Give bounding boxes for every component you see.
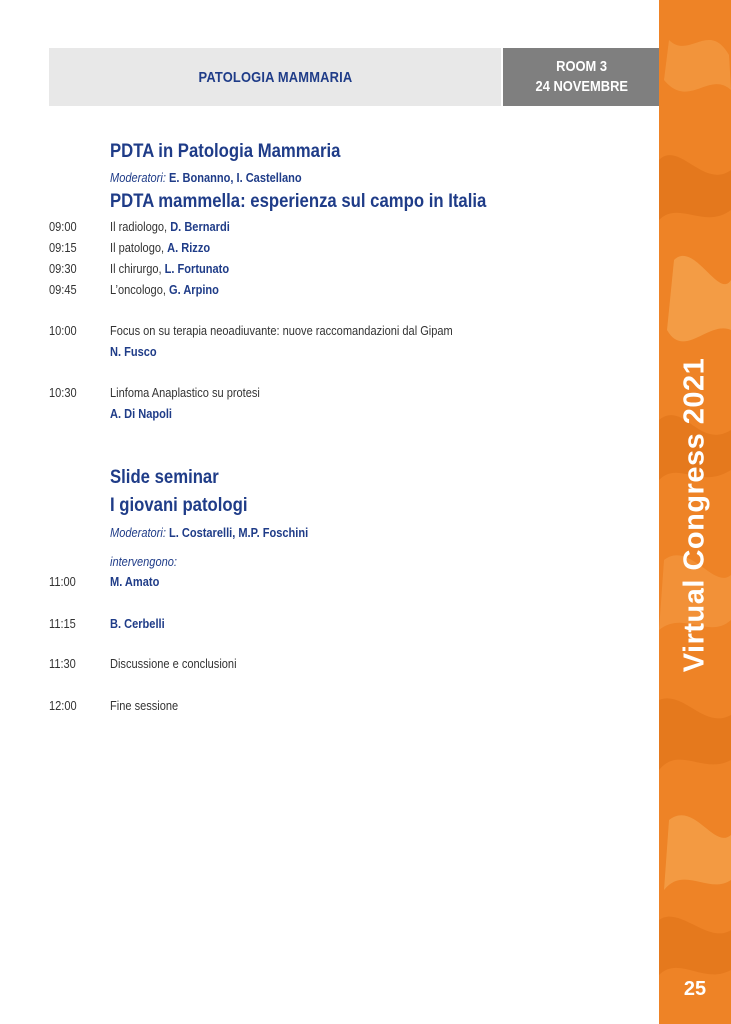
- speaker-name: G. Arpino: [168, 282, 219, 297]
- slot-time: 10:00: [49, 323, 77, 338]
- session2-title-line2: I giovani patologi: [110, 495, 248, 516]
- page-number: 25: [683, 978, 707, 1000]
- slot-topic: Discussione e conclusioni: [110, 656, 237, 671]
- speaker-name: M. Amato: [110, 574, 160, 589]
- speaker-name: L. Fortunato: [164, 261, 230, 276]
- slot-topic: Focus on su terapia neoadiuvante: nuove raccomandazioni dal Gipam: [110, 323, 453, 338]
- moderators-names: L. Costarelli, M.P. Foschini: [168, 525, 309, 540]
- session2-title-line1: Slide seminar: [110, 467, 219, 488]
- speakers-label: intervengono:: [110, 554, 177, 569]
- schedule-row: [0, 282, 650, 302]
- speaker-row: [0, 344, 650, 364]
- moderators-label: Moderatori:: [110, 170, 166, 185]
- schedule-row: [0, 574, 650, 594]
- congress-vertical-title: Virtual Congress 2021: [678, 357, 711, 673]
- slot-topic: Il patologo, A. Rizzo: [110, 240, 211, 255]
- slot-time: 09:45: [49, 282, 77, 297]
- slot-time: 09:30: [49, 261, 77, 276]
- slot-time: 09:00: [49, 219, 77, 234]
- speaker-row: [0, 406, 650, 426]
- slot-time: 11:30: [49, 656, 76, 671]
- date-label: 24 NOVEMBRE: [535, 78, 629, 95]
- room-label: ROOM 3: [556, 58, 608, 75]
- slot-topic: Linfoma Anaplastico su protesi: [110, 385, 260, 400]
- schedule-row: [0, 698, 650, 718]
- session1-subtitle: PDTA mammella: esperienza sul campo in Italia: [110, 191, 487, 212]
- schedule-row: [0, 656, 650, 676]
- schedule-row: [0, 219, 650, 239]
- moderators-names: E. Bonanno, I. Castellano: [168, 170, 302, 185]
- slot-time: 11:15: [49, 616, 76, 631]
- speaker-name: N. Fusco: [110, 344, 157, 359]
- schedule-row: [0, 240, 650, 260]
- slot-topic: Il chirurgo, L. Fortunato: [110, 261, 230, 276]
- moderators-label: Moderatori:: [110, 525, 166, 540]
- session1-title: PDTA in Patologia Mammaria: [110, 141, 341, 162]
- speaker-name: A. Di Napoli: [110, 406, 173, 421]
- slot-time: 12:00: [49, 698, 77, 713]
- slot-topic: L’oncologo, G. Arpino: [110, 282, 219, 297]
- speaker-name: B. Cerbelli: [110, 616, 165, 631]
- session2-moderators: [110, 525, 308, 540]
- speaker-name: A. Rizzo: [167, 240, 211, 255]
- session-track-title: PATOLOGIA MAMMARIA: [198, 68, 352, 86]
- session1-moderators: [110, 170, 302, 185]
- slot-topic: Fine sessione: [110, 698, 179, 713]
- slot-topic: Il radiologo, D. Bernardi: [110, 219, 230, 234]
- slot-time: 10:30: [49, 385, 77, 400]
- schedule-row: [0, 323, 650, 343]
- slot-time: 09:15: [49, 240, 77, 255]
- speaker-name: D. Bernardi: [170, 219, 230, 234]
- schedule-row: [0, 261, 650, 281]
- slot-time: 11:00: [49, 574, 76, 589]
- schedule-row: [0, 616, 650, 636]
- schedule-row: [0, 385, 650, 405]
